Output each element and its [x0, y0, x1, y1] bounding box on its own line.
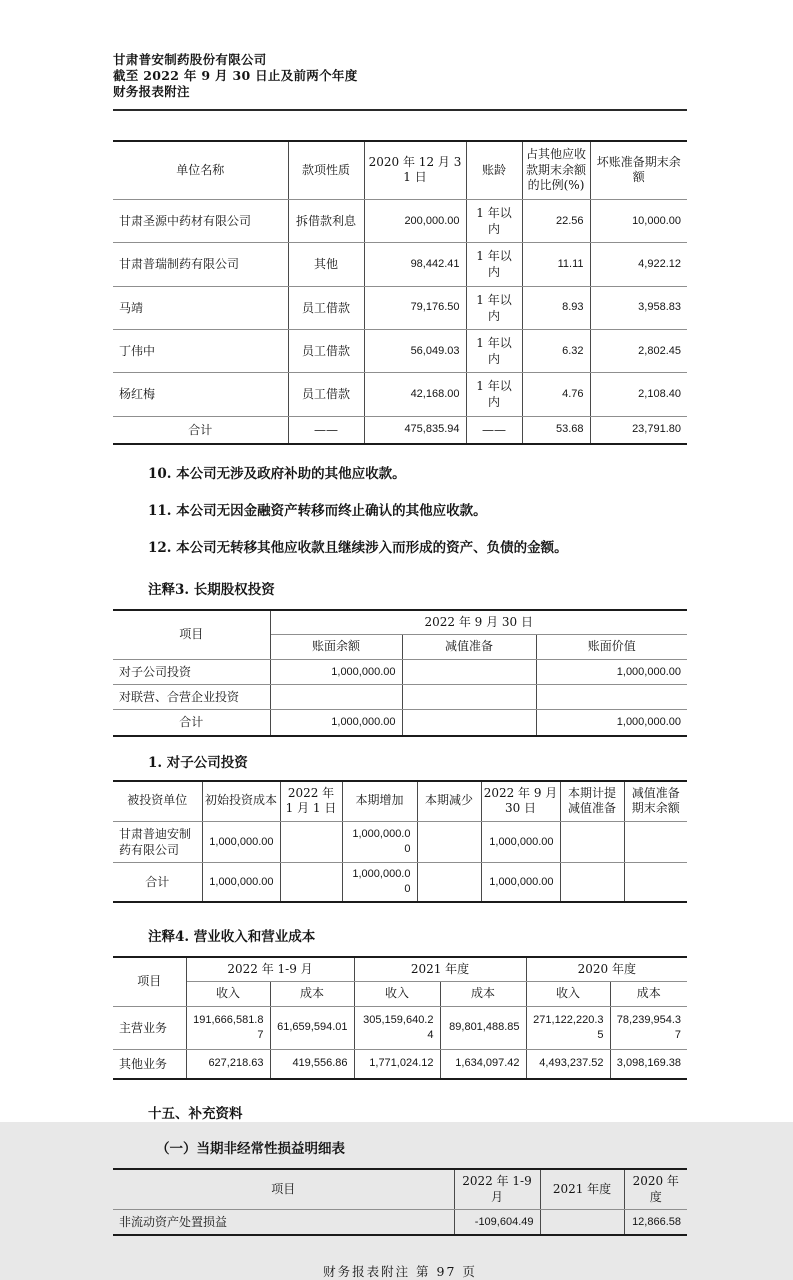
table-cell: 员工借款 — [288, 286, 364, 329]
table-cell: 1 年以内 — [466, 243, 522, 286]
table-cell: 4,493,237.52 — [526, 1049, 610, 1079]
column-header-date-span: 2022 年 9 月 30 日 — [270, 610, 687, 635]
table-cell: 甘肃圣源中药材有限公司 — [113, 199, 288, 242]
column-header: 收入 — [354, 982, 440, 1007]
table-cell: 1,000,000.00 — [481, 863, 560, 902]
column-header: 款项性质 — [288, 141, 364, 199]
table-subsidiary-investment — [113, 780, 687, 903]
table-cell: 1,000,000.00 — [536, 660, 687, 685]
table-cell: 其他 — [288, 243, 364, 286]
column-header-period: 2020 年度 — [526, 957, 687, 982]
table-cell: 305,159,640.24 — [354, 1007, 440, 1050]
column-header: 本期增加 — [342, 781, 417, 822]
paragraph-item-10: 10. 本公司无涉及政府补助的其他应收款。 — [148, 465, 406, 482]
table-cell — [270, 685, 402, 710]
column-header: 收入 — [526, 982, 610, 1007]
table-row — [113, 1210, 687, 1236]
column-header: 本期减少 — [417, 781, 481, 822]
paragraph-item-12: 12. 本公司无转移其他应收款且继续涉入而形成的资产、负债的金额。 — [148, 539, 568, 556]
table-cell: —— — [466, 416, 522, 444]
table-header-row — [113, 781, 687, 822]
table-cell: 非流动资产处置损益 — [113, 1210, 454, 1236]
table-cell: 1,000,000.00 — [270, 710, 402, 736]
table-cell: 53.68 — [522, 416, 590, 444]
table-non-recurring-items — [113, 1168, 687, 1236]
table-cell: 6.32 — [522, 329, 590, 372]
table-row — [113, 685, 687, 710]
column-header: 被投资单位 — [113, 781, 202, 822]
table-cell: 1,000,000.00 — [270, 660, 402, 685]
table-cell: 1,771,024.12 — [354, 1049, 440, 1079]
table-cell: 丁伟中 — [113, 329, 288, 372]
table-row — [113, 286, 687, 329]
table-cell — [402, 710, 536, 736]
table-cell: 4,922.12 — [590, 243, 687, 286]
table-cell: 2,108.40 — [590, 373, 687, 416]
table-cell: 1 年以内 — [466, 373, 522, 416]
table-cell: 2,802.45 — [590, 329, 687, 372]
table-row — [113, 710, 687, 736]
doc-header-title: 财务报表附注 — [113, 84, 190, 99]
column-header: 单位名称 — [113, 141, 288, 199]
table-row — [113, 660, 687, 685]
table-cell: 11.11 — [522, 243, 590, 286]
doc-header-period: 截至 2022 年 9 月 30 日止及前两个年度 — [113, 68, 358, 83]
column-header: 成本 — [610, 982, 687, 1007]
table-cell: 1,000,000.00 — [342, 821, 417, 862]
table-cell — [402, 660, 536, 685]
table-row — [113, 1049, 687, 1079]
column-header: 账面余额 — [270, 635, 402, 660]
table-cell: 627,218.63 — [186, 1049, 270, 1079]
column-header: 成本 — [440, 982, 526, 1007]
column-header: 项目 — [113, 610, 270, 660]
table-cell: 42,168.00 — [364, 373, 466, 416]
column-header: 成本 — [270, 982, 354, 1007]
column-header: 项目 — [113, 1169, 454, 1210]
column-header: 2020 年 12 月 31 日 — [364, 141, 466, 199]
table-cell: 4.76 — [522, 373, 590, 416]
table-cell: 12,866.58 — [624, 1210, 687, 1236]
table-cell: 1 年以内 — [466, 329, 522, 372]
table-cell: 马靖 — [113, 286, 288, 329]
table-header-row — [113, 982, 687, 1007]
table-cell: 1 年以内 — [466, 199, 522, 242]
table-header-row — [113, 141, 687, 199]
section-title-note4: 注释4. 营业收入和营业成本 — [148, 928, 316, 945]
table-cell: 79,176.50 — [364, 286, 466, 329]
table-cell: 89,801,488.85 — [440, 1007, 526, 1050]
column-header: 2022 年 9 月 30 日 — [481, 781, 560, 822]
column-header: 初始投资成本 — [202, 781, 280, 822]
column-header: 收入 — [186, 982, 270, 1007]
page-footer: 财务报表附注 第 97 页 — [323, 1264, 477, 1280]
table-cell: 甘肃普迪安制药有限公司 — [113, 821, 202, 862]
paragraph-item-11: 11. 本公司无因金融资产转移而终止确认的其他应收款。 — [148, 502, 487, 519]
section-title-part15: 十五、补充资料 — [148, 1105, 243, 1122]
table-cell: 合计 — [113, 416, 288, 444]
table-cell: —— — [288, 416, 364, 444]
table-cell: 61,659,594.01 — [270, 1007, 354, 1050]
doc-header — [113, 52, 687, 100]
column-header: 2021 年度 — [540, 1169, 624, 1210]
table-row — [113, 199, 687, 242]
table-cell: 271,122,220.35 — [526, 1007, 610, 1050]
table-cell: 56,049.03 — [364, 329, 466, 372]
table-row — [113, 329, 687, 372]
column-header: 2020 年度 — [624, 1169, 687, 1210]
table-cell — [280, 821, 342, 862]
column-header: 账龄 — [466, 141, 522, 199]
table-cell — [560, 863, 624, 902]
table-other-receivables — [113, 140, 687, 445]
table-cell: 1,634,097.42 — [440, 1049, 526, 1079]
table-cell: 员工借款 — [288, 329, 364, 372]
table-cell: 对子公司投资 — [113, 660, 270, 685]
column-header: 2022 年 1-9 月 — [454, 1169, 540, 1210]
table-cell: 主营业务 — [113, 1007, 186, 1050]
column-header: 项目 — [113, 957, 186, 1007]
table-row — [113, 821, 687, 862]
table-row — [113, 416, 687, 444]
table-cell — [540, 1210, 624, 1236]
section-title-part15-sub1: （一）当期非经常性损益明细表 — [156, 1140, 345, 1157]
header-divider — [113, 109, 687, 111]
table-cell — [624, 863, 687, 902]
table-cell — [560, 821, 624, 862]
table-cell: 其他业务 — [113, 1049, 186, 1079]
table-cell: 419,556.86 — [270, 1049, 354, 1079]
column-header: 账面价值 — [536, 635, 687, 660]
table-cell: 杨红梅 — [113, 373, 288, 416]
table-cell: 甘肃普瑞制药有限公司 — [113, 243, 288, 286]
table-cell — [624, 821, 687, 862]
table-row — [113, 243, 687, 286]
table-cell: 475,835.94 — [364, 416, 466, 444]
table-cell: 23,791.80 — [590, 416, 687, 444]
column-header: 本期计提减值准备 — [560, 781, 624, 822]
column-header: 减值准备期末余额 — [624, 781, 687, 822]
table-cell — [536, 685, 687, 710]
column-header: 2022 年 1 月 1 日 — [280, 781, 342, 822]
table-cell: 拆借款利息 — [288, 199, 364, 242]
table-cell: 98,442.41 — [364, 243, 466, 286]
table-row — [113, 863, 687, 902]
column-header-period: 2022 年 1-9 月 — [186, 957, 354, 982]
table-header-row — [113, 1169, 687, 1210]
table-cell: 191,666,581.87 — [186, 1007, 270, 1050]
column-header: 坏账准备期末余额 — [590, 141, 687, 199]
table-cell: 1 年以内 — [466, 286, 522, 329]
table-cell: 78,239,954.37 — [610, 1007, 687, 1050]
table-cell — [417, 863, 481, 902]
table-cell: 合计 — [113, 710, 270, 736]
table-cell: 3,958.83 — [590, 286, 687, 329]
column-header-period: 2021 年度 — [354, 957, 526, 982]
page-content — [113, 52, 687, 1280]
section-title-note3: 注释3. 长期股权投资 — [148, 581, 275, 598]
table-cell: -109,604.49 — [454, 1210, 540, 1236]
section-title-subsidiary: 1. 对子公司投资 — [148, 754, 248, 771]
table-cell: 8.93 — [522, 286, 590, 329]
table-cell: 合计 — [113, 863, 202, 902]
table-cell: 1,000,000.00 — [536, 710, 687, 736]
table-cell: 1,000,000.00 — [342, 863, 417, 902]
table-cell: 1,000,000.00 — [202, 863, 280, 902]
table-header-row — [113, 957, 687, 982]
table-cell: 10,000.00 — [590, 199, 687, 242]
table-cell — [280, 863, 342, 902]
table-long-term-equity — [113, 609, 687, 737]
table-cell: 员工借款 — [288, 373, 364, 416]
table-cell: 对联营、合营企业投资 — [113, 685, 270, 710]
table-row — [113, 373, 687, 416]
table-revenue-cost — [113, 956, 687, 1080]
table-cell — [402, 685, 536, 710]
table-cell: 200,000.00 — [364, 199, 466, 242]
table-cell: 3,098,169.38 — [610, 1049, 687, 1079]
doc-header-company: 甘肃普安制药股份有限公司 — [113, 52, 267, 67]
column-header: 占其他应收款期末余额的比例(%) — [522, 141, 590, 199]
column-header: 减值准备 — [402, 635, 536, 660]
table-cell: 1,000,000.00 — [202, 821, 280, 862]
table-cell: 1,000,000.00 — [481, 821, 560, 862]
table-cell: 22.56 — [522, 199, 590, 242]
table-row — [113, 1007, 687, 1050]
table-cell — [417, 821, 481, 862]
table-header-row — [113, 610, 687, 635]
